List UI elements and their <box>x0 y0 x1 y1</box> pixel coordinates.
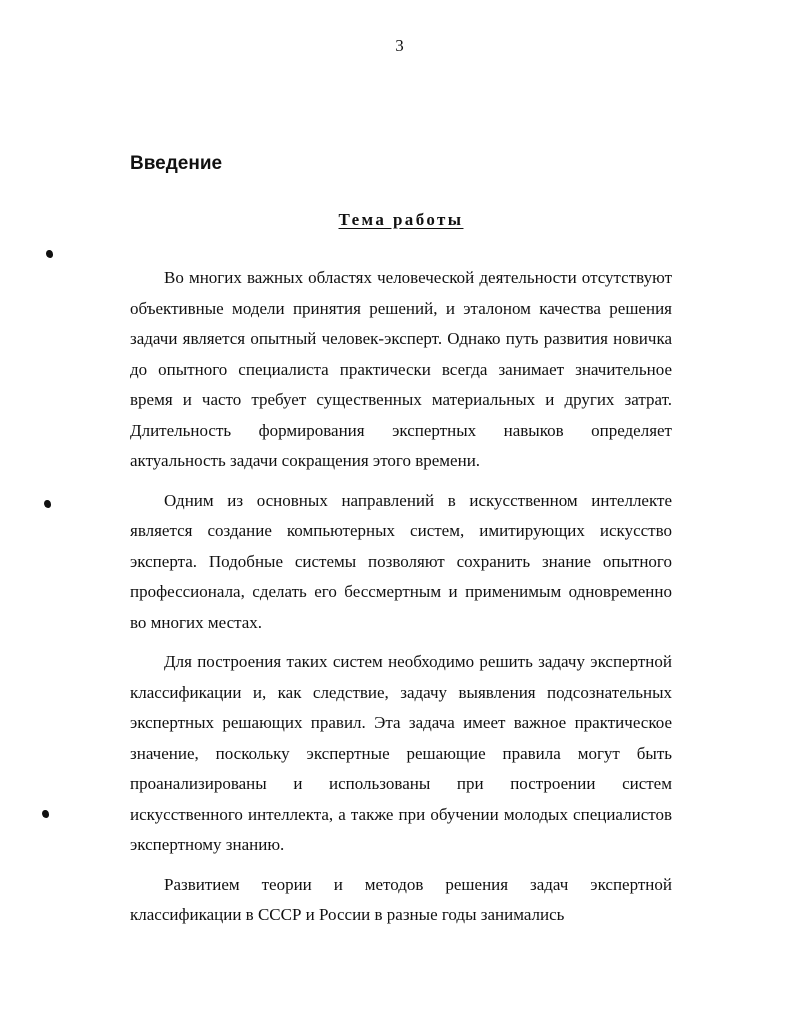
section-heading: Введение <box>130 153 223 174</box>
paragraph: Одним из основных направлений в искусственном интеллекте является создание компьютерных систем, имитирующих искусство эксперта. Подобные системы позволяют сохранить знание опытного профессионала, сделать его бессмертным и применимым одновременно во многих местах. <box>130 490 672 632</box>
scan-mark-dot <box>44 500 51 508</box>
topic-heading: Тема работы <box>338 210 464 229</box>
scan-mark-dot <box>46 250 53 258</box>
body-text <box>130 263 672 940</box>
page-number: 3 <box>395 36 404 55</box>
paragraph: Развитием теории и методов решения задач экспертной классификации в СССР и России в разные годы занимались <box>130 874 672 924</box>
scan-mark-dot <box>42 810 49 818</box>
paragraph: Во многих важных областях человеческой деятельности отсутствуют объективные модели принятия решений, и эталоном качества решения задачи является опытный человек-эксперт. Однако путь развития новичка до опытного специалиста практически всегда занимает значительное время и часто требует существенных материальных и других затрат. Длительность формирования экспертных навыков определяет актуальность задачи сокращения этого времени. <box>130 268 672 470</box>
paragraph: Для построения таких систем необходимо решить задачу экспертной классификации и, как следствие, задачу выявления подсознательных экспертных решающих правил. Эта задача имеет важное практическое значение, поскольку экспертные решающие правила могут быть проанализированы и использованы при построении систем искусственного интеллекта, а также при обучении молодых специалистов экспертному знанию. <box>130 652 672 854</box>
